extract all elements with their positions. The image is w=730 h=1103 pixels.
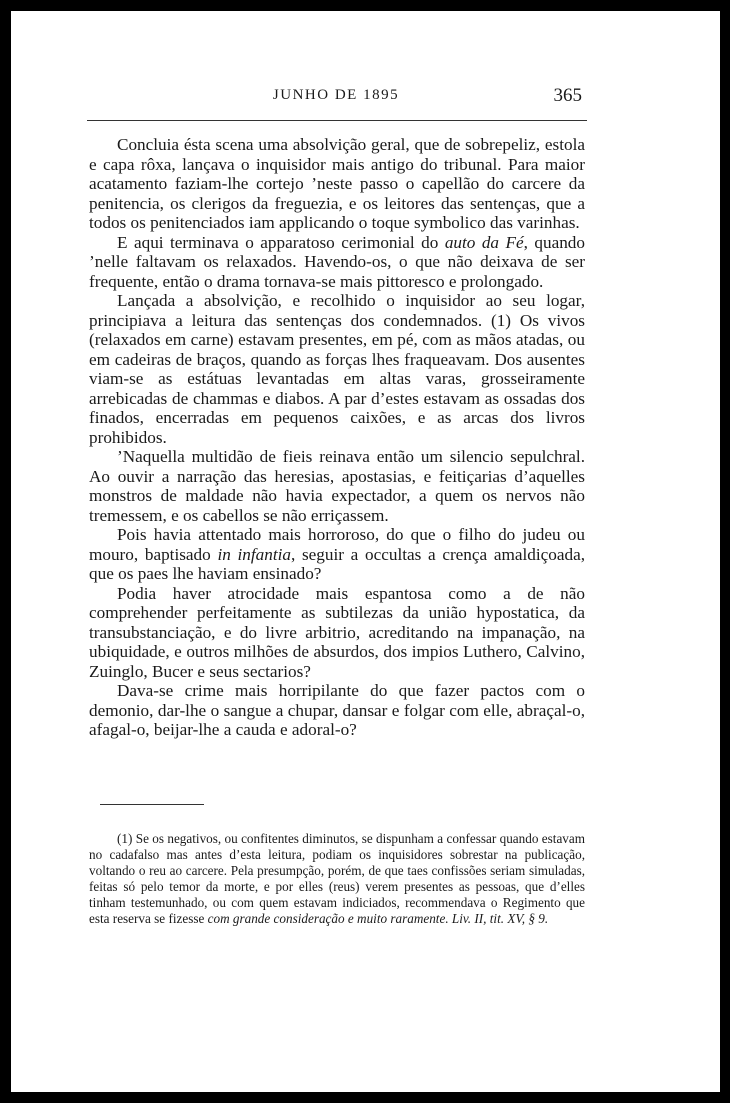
text-run: , quando ’nelle faltavam os relaxados. Havendo-os, o que não deixava de ser frequente, então o drama tornava-se mais pittoresco e prolongado. [89, 232, 585, 291]
body-text [89, 135, 585, 740]
footnote [89, 831, 585, 927]
footnote-rule [100, 804, 204, 805]
paragraph [89, 291, 585, 447]
running-head: JUNHO DE 1895 [272, 87, 400, 103]
text-run: ’Naquella multidão de fieis reinava então um silencio sepulchral. Ao ouvir a narração das heresias, apostasias, e feitiçarias d’aquelles monstros de maldade não havia expectador, a quem os nervos não tremessem, e os cabellos se não erriçassem. [89, 447, 585, 525]
text-run: Dava-se crime mais horripilante do que fazer pactos com o demonio, dar-lhe o sangue a chupar, dansar e folgar com elle, abraçal-o, afagal-o, beijar-lhe a cauda e adoral-o? [89, 681, 585, 739]
text-run: E aqui terminava o apparatoso cerimonial do [117, 232, 445, 252]
italic-text: in infantia [217, 544, 291, 564]
paragraph [89, 681, 585, 740]
paragraph [89, 233, 585, 292]
text-run: Podia haver atrocidade mais espantosa como a de não comprehender perfeitamente as subtilezas da união hypostatica, da transubstanciação, e do livre arbitrio, acreditando na impanação, na ubiquidade, e outros milhões de absurdos, dos impios Luthero, Calvino, Zuinglo, Bucer e seus sectarios? [89, 583, 585, 681]
text-run: Concluia ésta scena uma absolvição geral, que de sobrepeliz, estola e capa rôxa, lançava o inquisidor mais antigo do tribunal. Para maior acatamento faziam-lhe cortejo ’neste passo o capellão do carcere da penitencia, os clerigos da freguezia, e os leitores das sentenças, que a todos os penitenciados iam applicando o toque symbolico das varinhas. [89, 135, 585, 232]
paragraph [89, 447, 585, 525]
italic-text: auto da Fé [444, 232, 524, 252]
italic-text: com grande consideração e muito raramente. Liv. II, tit. XV, § 9. [207, 911, 549, 926]
page-number: 365 [553, 85, 582, 106]
paragraph [89, 584, 585, 682]
text-run: Lançada a absolvição, e recolhido o inquisidor ao seu logar, principiava a leitura das sentenças dos condemnados. (1) Os vivos (relaxados em carne) estavam presentes, em pé, com as mãos atadas, ou em cadeiras de braços, quando as forças lhes fraqueavam. Dos ausentes viam-se as estátuas levantadas em altas varas, grosseiramente arrebicadas de chammas e diabos. A par d’estes estavam as ossadas dos finados, encerradas em pequenos caixões, e as arcas dos livros prohibidos. [89, 291, 585, 447]
text-run: , seguir a occultas a crença amaldiçoada, que os paes lhe haviam ensinado? [89, 544, 585, 583]
text-run: Pois havia attentado mais horroroso, do que o filho do judeu ou mouro, baptisado [89, 525, 585, 564]
book-page [11, 11, 720, 1092]
header-rule [87, 120, 587, 121]
paragraph [89, 135, 585, 233]
paragraph [89, 525, 585, 584]
footnote-paragraph [89, 831, 585, 927]
text-run: (1) Se os negativos, ou confitentes diminutos, se dispunham a confessar quando estavam no cadafalso mas antes d’esta leitura, podiam os inquisidores sobrestar na publicação, voltando o reu ao carcere. Pela presumpção, porém, de que taes confissões seriam simuladas, feitas só pelo temor da morte, e por elles (reus) verem presentes as pessoas, que d’elles tinham testemunhado, ou com quem estavam indiciados, recommendava o Regimento que esta reserva se fizesse [89, 831, 585, 926]
page-header [87, 83, 585, 113]
